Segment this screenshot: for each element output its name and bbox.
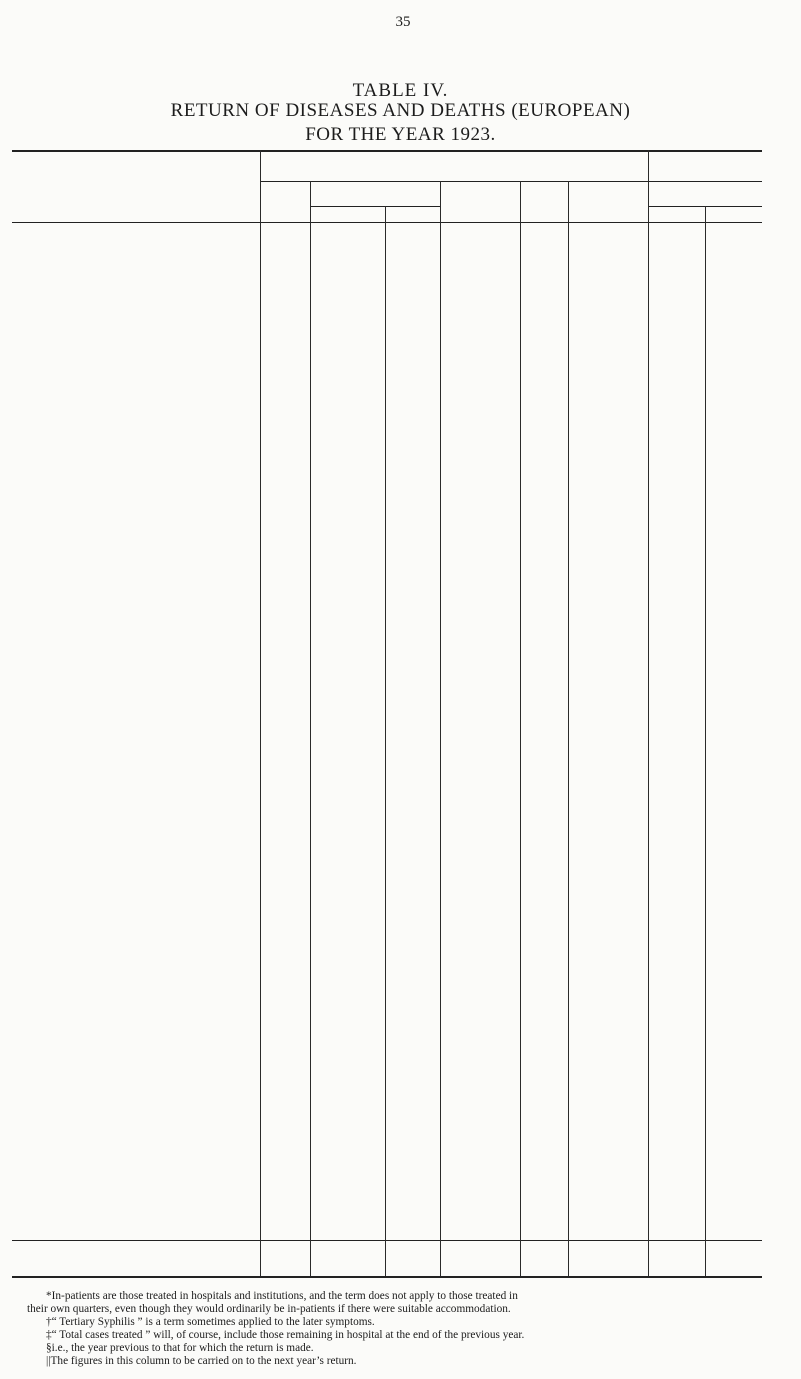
table-cell xyxy=(322,1180,372,1198)
table-cell xyxy=(455,716,505,734)
row-dots xyxy=(200,292,256,310)
row-dots xyxy=(200,393,256,411)
row-dots xyxy=(178,938,256,956)
table-cell xyxy=(260,877,310,895)
row-dots xyxy=(200,635,256,653)
carried-forward-cell xyxy=(583,1251,633,1269)
carried-forward-cell xyxy=(519,1251,569,1269)
row-dots xyxy=(200,776,256,794)
table-cell xyxy=(322,999,372,1017)
footnote-line: ‡“ Total cases treated ” will, of course, include those remaining in hospital at the end of the previous year. xyxy=(46,1329,525,1341)
rule-bottom xyxy=(12,1276,762,1278)
table-cell xyxy=(583,1059,633,1077)
vline-1 xyxy=(440,181,441,1276)
table-cell xyxy=(322,716,372,734)
table-cell xyxy=(519,797,569,815)
table-cell xyxy=(455,797,505,815)
table-cell xyxy=(322,534,372,552)
table-cell xyxy=(260,534,310,552)
table-cell xyxy=(260,918,310,936)
page-number: 35 xyxy=(395,14,411,30)
table-cell xyxy=(260,393,310,411)
table-cell xyxy=(583,877,633,895)
footnote-line: *In-patients are those treated in hospitals and institutions, and the term does not apply to those treated in xyxy=(46,1290,518,1302)
carried-forward-cell xyxy=(455,1251,505,1269)
row-dots xyxy=(200,271,256,289)
rule-cf-top xyxy=(12,1240,762,1241)
footnote-line: §i.e., the year previous to that for which the return is made. xyxy=(46,1342,314,1354)
row-dots xyxy=(178,494,256,512)
table-cell xyxy=(455,393,505,411)
table-cell xyxy=(455,675,505,693)
table-cell xyxy=(260,797,310,815)
vline-diseases xyxy=(260,150,261,1276)
table-subtitle xyxy=(0,99,801,147)
row-dots xyxy=(178,1019,256,1037)
subtitle-line-1: RETURN OF DISEASES AND DEATHS (EUROPEAN) xyxy=(170,100,631,121)
row-dots xyxy=(200,1079,256,1097)
table-cell xyxy=(455,453,505,471)
table-cell xyxy=(322,675,372,693)
row-dots xyxy=(178,857,256,875)
table-cell xyxy=(387,675,437,693)
table-cell xyxy=(455,999,505,1017)
table-cell xyxy=(260,716,310,734)
rule-top-sub xyxy=(260,181,762,182)
table-cell xyxy=(387,877,437,895)
row-dots xyxy=(200,736,256,754)
vline-inout xyxy=(648,150,649,1276)
row-dots xyxy=(178,312,256,330)
vline-0 xyxy=(310,181,311,1276)
row-dots xyxy=(178,554,256,572)
table-cell xyxy=(260,1059,310,1077)
row-dots xyxy=(200,877,256,895)
table-cell xyxy=(322,918,372,936)
table-cell xyxy=(322,453,372,471)
row-dots xyxy=(178,918,256,936)
row-dots xyxy=(178,453,256,471)
table-cell xyxy=(387,776,437,794)
table-cell xyxy=(583,393,633,411)
table-cell xyxy=(519,918,569,936)
table-cell xyxy=(455,534,505,552)
table-cell xyxy=(519,877,569,895)
table-cell xyxy=(519,1180,569,1198)
table-cell xyxy=(519,716,569,734)
table-cell xyxy=(260,453,310,471)
table-cell xyxy=(519,393,569,411)
row-dots xyxy=(200,837,256,855)
table-cell xyxy=(583,797,633,815)
table-cell xyxy=(387,1180,437,1198)
vline-adm-deaths xyxy=(385,206,386,1276)
table-cell xyxy=(455,918,505,936)
table-cell xyxy=(583,1180,633,1198)
table-cell xyxy=(322,776,372,794)
table-cell xyxy=(322,797,372,815)
subtitle-line-2: FOR THE YEAR 1923. xyxy=(305,124,496,145)
footnote-line: their own quarters, even though they would ordinarily be in-patients if there were suitable accommodation. xyxy=(27,1303,511,1315)
table-cell xyxy=(583,716,633,734)
table-cell xyxy=(519,675,569,693)
row-dots xyxy=(200,797,256,815)
table-cell xyxy=(583,918,633,936)
rule-header-bottom xyxy=(12,222,762,223)
footnote-line: ||The figures in this column to be carried on to the next year’s return. xyxy=(46,1355,357,1367)
table-cell xyxy=(387,918,437,936)
row-dots xyxy=(178,1120,256,1138)
footnote-line: †“ Tertiary Syphilis ” is a term sometimes applied to the later symptoms. xyxy=(46,1316,375,1328)
row-dots xyxy=(200,1160,256,1178)
row-dots xyxy=(200,958,256,976)
footnotes xyxy=(0,1290,801,1368)
row-dots xyxy=(200,352,256,370)
table-cell xyxy=(519,534,569,552)
row-dots xyxy=(178,574,256,592)
table-cell xyxy=(387,453,437,471)
table-cell xyxy=(387,797,437,815)
row-dots xyxy=(200,514,256,532)
table-cell xyxy=(387,534,437,552)
row-dots xyxy=(178,332,256,350)
table-cell xyxy=(519,776,569,794)
table-cell xyxy=(455,877,505,895)
table-cell xyxy=(387,999,437,1017)
table-cell xyxy=(583,453,633,471)
table-cell xyxy=(387,393,437,411)
row-dots xyxy=(200,1059,256,1077)
table-cell xyxy=(322,877,372,895)
rule-total-sub xyxy=(310,206,440,207)
table-cell xyxy=(583,675,633,693)
row-dots xyxy=(200,675,256,693)
table-cell xyxy=(519,453,569,471)
row-dots xyxy=(178,251,256,269)
table-cell xyxy=(260,776,310,794)
table-cell xyxy=(260,1180,310,1198)
vline-out-cases xyxy=(705,206,706,1276)
table-cell xyxy=(583,776,633,794)
row-dots xyxy=(178,1180,256,1198)
table-cell xyxy=(455,1180,505,1198)
rule-top xyxy=(12,150,762,152)
carried-forward-cell xyxy=(322,1251,372,1269)
row-dots xyxy=(178,817,256,835)
row-dots xyxy=(200,615,256,633)
row-dots xyxy=(200,999,256,1017)
table-cell xyxy=(387,1059,437,1077)
table-cell xyxy=(583,534,633,552)
carried-forward-cell xyxy=(387,1251,437,1269)
carried-forward-cell xyxy=(260,1251,310,1269)
carried-forward-dots xyxy=(205,1251,235,1269)
table-cell xyxy=(387,716,437,734)
table-cell xyxy=(260,675,310,693)
table-title: TABLE IV. xyxy=(352,80,449,101)
row-dots xyxy=(200,534,256,552)
table-cell xyxy=(322,393,372,411)
table-cell xyxy=(260,999,310,1017)
row-dots xyxy=(200,413,256,431)
table-cell xyxy=(519,1059,569,1077)
table-cell xyxy=(455,776,505,794)
row-dots xyxy=(200,978,256,996)
